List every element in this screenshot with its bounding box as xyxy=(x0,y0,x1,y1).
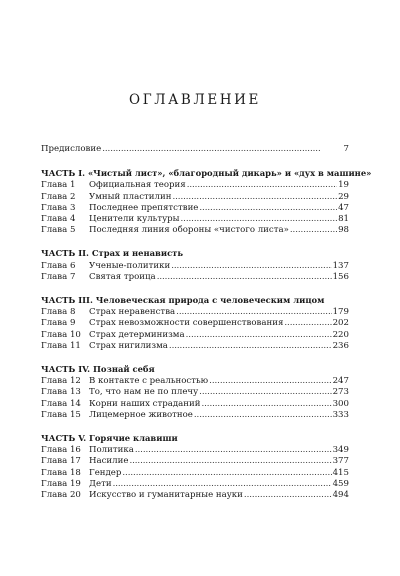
chapter-number: Глава 5 xyxy=(41,225,76,236)
chapter-page: 349 xyxy=(332,445,349,456)
chapter-number: Глава 2 xyxy=(41,191,76,202)
chapter-number: Глава 14 xyxy=(41,398,81,409)
toc-entry-chapter[interactable] xyxy=(41,387,349,398)
dot-leader xyxy=(187,180,337,191)
chapter-title: Святая троица xyxy=(89,271,156,282)
chapter-title: Страх неравенства xyxy=(89,307,176,318)
chapter-number: Глава 7 xyxy=(41,271,76,282)
entry-title: Предисловие xyxy=(41,144,102,154)
toc-entry-chapter[interactable] xyxy=(41,307,349,318)
dot-leader xyxy=(102,144,342,155)
toc-entry-chapter[interactable] xyxy=(41,225,349,236)
table-of-contents xyxy=(41,144,372,513)
chapter-page: 494 xyxy=(332,490,349,501)
chapter-page: 220 xyxy=(332,329,349,340)
chapter-page: 179 xyxy=(332,307,349,318)
chapter-title: Страх нигилизма xyxy=(89,340,168,351)
dot-leader xyxy=(290,225,337,236)
toc-entry-chapter[interactable] xyxy=(41,399,349,410)
toc-entry-chapter[interactable] xyxy=(41,192,349,203)
part-heading[interactable]: ЧАСТЬ I. «Чистый лист», «благородный дикарь» и «дух в машине» xyxy=(41,168,372,179)
chapter-page: 459 xyxy=(332,478,349,489)
chapter-number: Глава 20 xyxy=(41,490,81,501)
chapter-number: Глава 12 xyxy=(41,376,81,387)
chapter-title: Ценители культуры xyxy=(89,214,180,225)
toc-entry-chapter[interactable] xyxy=(41,180,349,191)
chapter-title: Последнее препятствие xyxy=(89,202,199,213)
chapter-number: Глава 8 xyxy=(41,307,76,318)
dot-leader xyxy=(172,192,337,203)
chapter-page: 247 xyxy=(332,376,349,387)
chapter-page: 273 xyxy=(332,387,349,398)
chapter-title: То, что нам не по плечу xyxy=(89,387,199,398)
toc-entry-chapter[interactable] xyxy=(41,410,349,421)
chapter-number: Глава 4 xyxy=(41,214,76,225)
chapter-page: 156 xyxy=(332,271,349,282)
chapter-title: Дети xyxy=(89,478,112,489)
chapter-number: Глава 13 xyxy=(41,387,81,398)
chapter-page: 47 xyxy=(338,202,349,213)
toc-entry-chapter[interactable] xyxy=(41,261,349,272)
chapter-number: Глава 18 xyxy=(41,467,81,478)
dot-leader xyxy=(176,307,331,318)
toc-entry-chapter[interactable] xyxy=(41,376,349,387)
page-title: ОГЛАВЛЕНИЕ xyxy=(129,92,261,108)
chapter-number: Глава 11 xyxy=(41,340,81,351)
dot-leader xyxy=(199,387,331,398)
toc-part xyxy=(41,168,372,236)
chapter-title: Последняя линия обороны «чистого листа» xyxy=(89,225,289,236)
chapter-title: Страх невозможности совершенствования xyxy=(89,318,284,329)
chapter-number: Глава 16 xyxy=(41,445,81,456)
parts-list xyxy=(41,168,372,501)
dot-leader xyxy=(284,318,331,329)
chapter-page: 81 xyxy=(338,214,349,225)
toc-entry-preface[interactable] xyxy=(41,144,349,155)
chapter-number: Глава 10 xyxy=(41,329,81,340)
toc-part xyxy=(41,248,349,283)
part-heading[interactable]: ЧАСТЬ II. Страх и ненависть xyxy=(41,248,184,259)
chapter-title: В контакте с реальностью xyxy=(89,376,209,387)
dot-leader xyxy=(129,456,331,467)
toc-part xyxy=(41,295,349,352)
chapter-page: 415 xyxy=(332,467,349,478)
dot-leader xyxy=(244,490,332,501)
toc-entry-chapter[interactable] xyxy=(41,330,349,341)
chapter-page: 29 xyxy=(338,191,349,202)
toc-part xyxy=(41,364,349,421)
chapter-number: Глава 15 xyxy=(41,409,81,420)
chapter-number: Глава 19 xyxy=(41,478,81,489)
dot-leader xyxy=(122,468,331,479)
chapter-page: 236 xyxy=(332,340,349,351)
toc-entry-chapter[interactable] xyxy=(41,203,349,214)
chapter-title: Лицемерное животное xyxy=(89,409,193,420)
dot-leader xyxy=(157,272,332,283)
dot-leader xyxy=(186,330,332,341)
part-heading[interactable]: ЧАСТЬ III. Человеческая природа с человеческим лицом xyxy=(41,295,325,306)
toc-entry-chapter[interactable] xyxy=(41,468,349,479)
entry-page: 7 xyxy=(343,144,349,154)
chapter-page: 333 xyxy=(332,409,349,420)
chapter-page: 19 xyxy=(338,180,349,191)
chapter-page: 98 xyxy=(338,225,349,236)
toc-entry-chapter[interactable] xyxy=(41,445,349,456)
dot-leader xyxy=(194,410,332,421)
part-heading[interactable]: ЧАСТЬ V. Горячие клавиши xyxy=(41,433,178,444)
dot-leader xyxy=(169,341,332,352)
chapter-title: Политика xyxy=(89,445,134,456)
toc-entry-chapter[interactable] xyxy=(41,214,349,225)
chapter-number: Глава 17 xyxy=(41,456,81,467)
chapter-page: 300 xyxy=(332,398,349,409)
dot-leader xyxy=(181,214,338,225)
chapter-number: Глава 1 xyxy=(41,180,76,191)
dot-leader xyxy=(113,479,332,490)
dot-leader xyxy=(199,203,337,214)
toc-entry-chapter[interactable] xyxy=(41,341,349,352)
chapter-title: Страх детерминизма xyxy=(89,329,185,340)
dot-leader xyxy=(209,376,331,387)
toc-entry-chapter[interactable] xyxy=(41,272,349,283)
chapter-page: 137 xyxy=(332,260,349,271)
chapter-title: Гендер xyxy=(89,467,122,478)
dot-leader xyxy=(201,399,331,410)
chapter-page: 202 xyxy=(332,318,349,329)
chapter-number: Глава 3 xyxy=(41,202,76,213)
dot-leader xyxy=(135,445,332,456)
toc-entry-chapter[interactable] xyxy=(41,456,349,467)
toc-entry-chapter[interactable] xyxy=(41,479,349,490)
chapter-title: Насилие xyxy=(89,456,129,467)
toc-entry-chapter[interactable] xyxy=(41,318,349,329)
chapter-number: Глава 9 xyxy=(41,318,76,329)
chapter-title: Официальная теория xyxy=(89,180,186,191)
toc-entry-chapter[interactable] xyxy=(41,490,349,501)
chapter-title: Корни наших страданий xyxy=(89,398,201,409)
dot-leader xyxy=(171,261,331,272)
chapter-title: Умный пластилин xyxy=(89,191,172,202)
chapter-title: Искусство и гуманитарные науки xyxy=(89,490,243,501)
chapter-page: 377 xyxy=(332,456,349,467)
chapter-title: Ученые-политики xyxy=(89,260,171,271)
part-heading[interactable]: ЧАСТЬ IV. Познай себя xyxy=(41,364,155,375)
toc-part xyxy=(41,433,349,501)
chapter-number: Глава 6 xyxy=(41,260,76,271)
